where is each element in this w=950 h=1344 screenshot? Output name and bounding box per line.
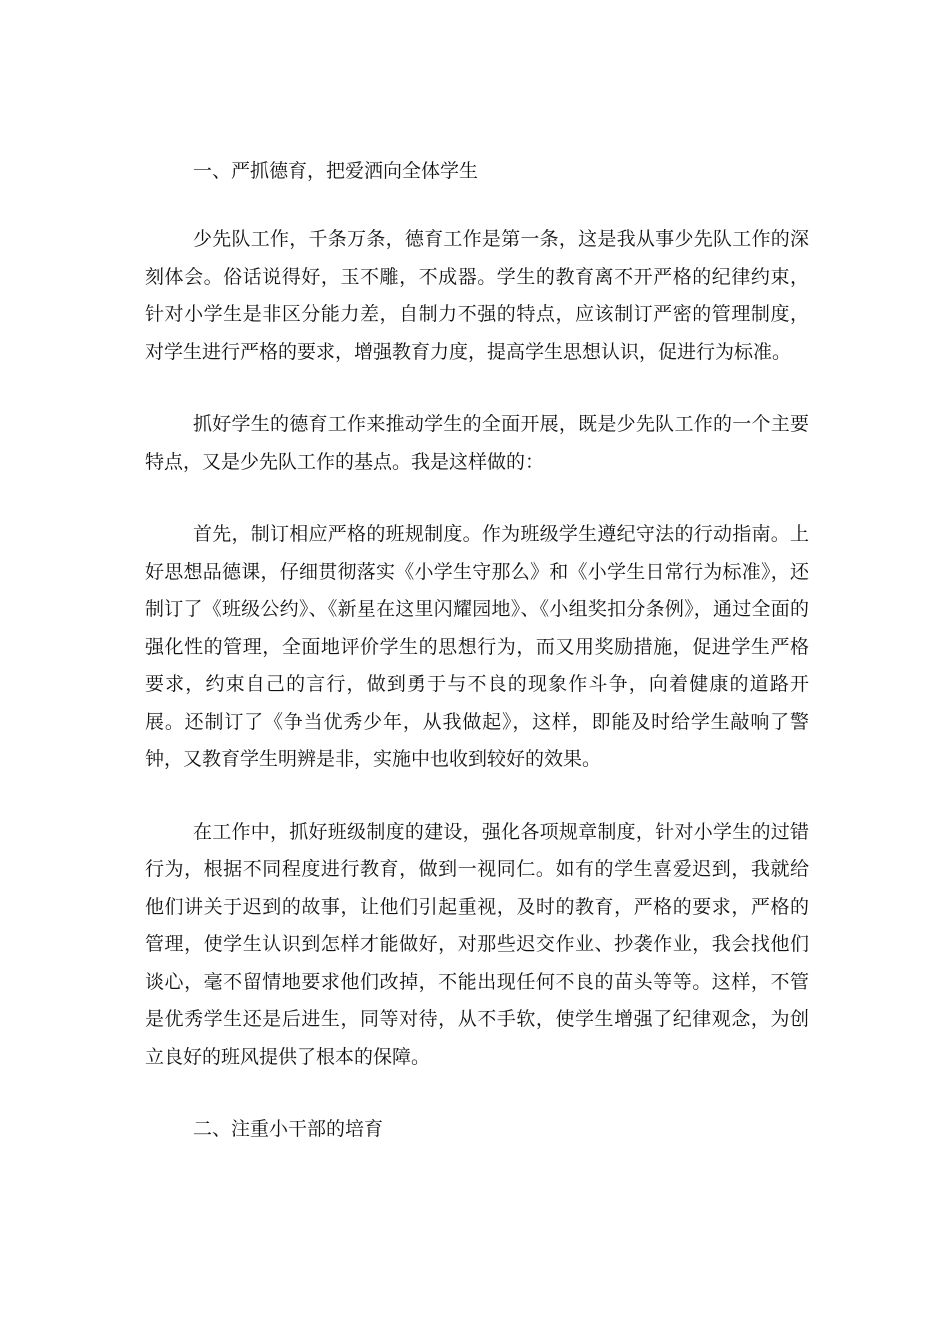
paragraph-development: 抓好学生的德育工作来推动学生的全面开展，既是少先队工作的一个主要特点，又是少先队工作的基点。我是这样做的：	[145, 413, 809, 473]
section-heading-cadre-training: 二、注重小干部的培育	[193, 1118, 384, 1140]
paragraph-class-rules: 首先，制订相应严格的班规制度。作为班级学生遵纪守法的行动指南。上好思想品德课，仔细贯彻落实《小学生守那么》和《小学生日常行为标准》，还制订了《班级公约》、《新星在这里闪耀园地》、《小组奖扣分条例》，通过全面的强化性的管理，全面地评价学生的思想行为，而又用奖励措施，促进学生严格要求，约束自己的言行，做到勇于与不良的现象作斗争，向着健康的道路开展。还制订了《争当优秀少年，从我做起》，这样，即能及时给学生敲响了警钟，又教育学生明辨是非，实施中也收到较好的效果。	[145, 523, 809, 770]
section-heading-moral-education: 一、严抓德育，把爱洒向全体学生	[193, 160, 479, 182]
document-page	[145, 152, 809, 1148]
paragraph-class-system: 在工作中，抓好班级制度的建设，强化各项规章制度，针对小学生的过错行为，根据不同程度进行教育，做到一视同仁。如有的学生喜爱迟到，我就给他们讲关于迟到的故事，让他们引起重视，及时的教育，严格的要求，严格的管理，使学生认识到怎样才能做好，对那些迟交作业、抄袭作业，我会找他们谈心，毫不留情地要求他们改掉，不能出现任何不良的苗头等等。这样，不管是优秀学生还是后进生，同等对待，从不手软，使学生增强了纪律观念，为创立良好的班风提供了根本的保障。	[145, 820, 809, 1068]
paragraph-moral-work: 少先队工作，千条万条，德育工作是第一条，这是我从事少先队工作的深刻体会。俗话说得好，玉不雕，不成器。学生的教育离不开严格的纪律约束，针对小学生是非区分能力差，自制力不强的特点，应该制订严密的管理制度，对学生进行严格的要求，增强教育力度，提高学生思想认识，促进行为标准。	[145, 228, 809, 363]
